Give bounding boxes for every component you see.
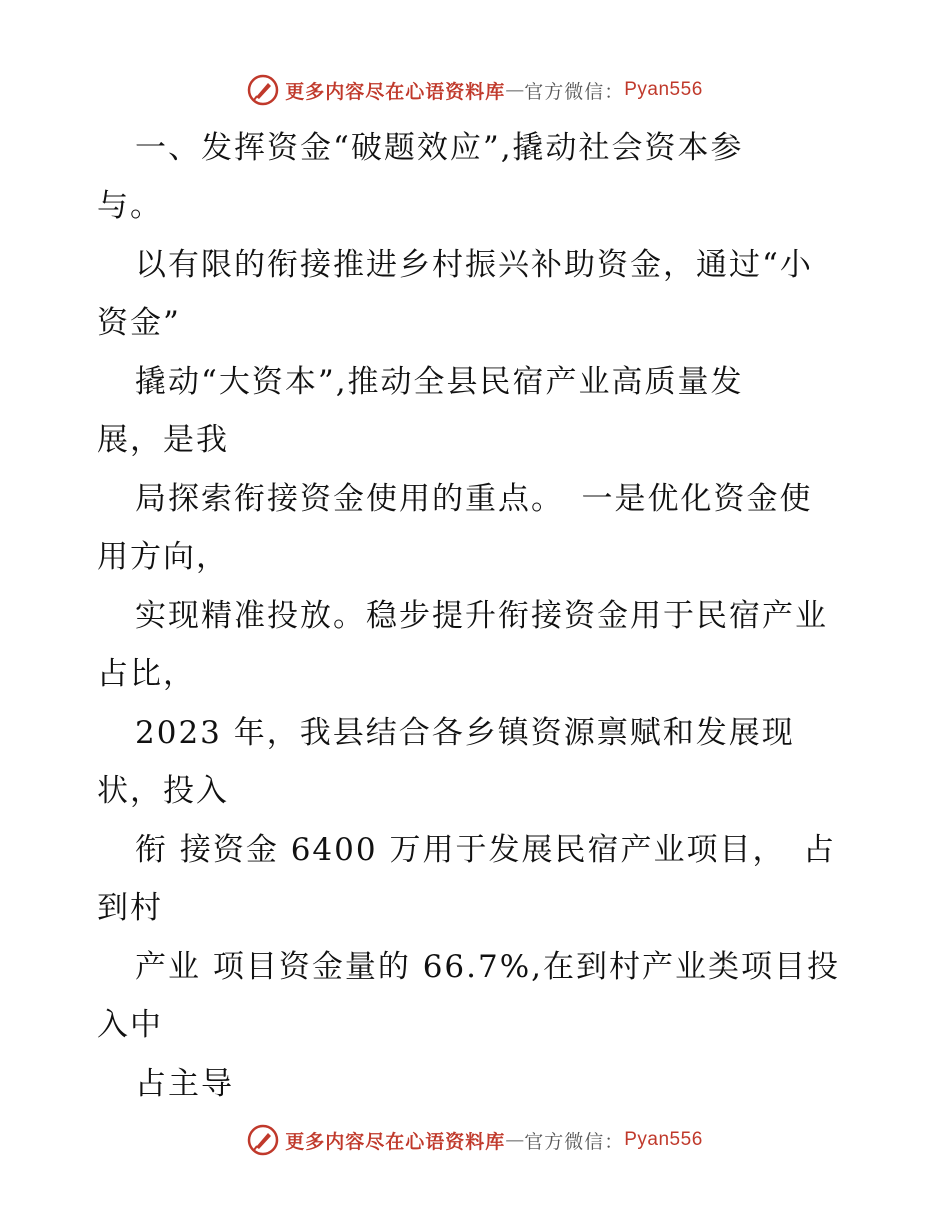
text-line-12: 状，投入 xyxy=(97,773,229,809)
text-line-10: 占比， xyxy=(97,656,196,692)
text-line-3: 以有限的衔接推进乡村振兴补助资金，通过“小 xyxy=(135,247,813,283)
text-line-11: 2023 年，我县结合各乡镇资源禀赋和发展现 xyxy=(135,715,795,751)
text-line-14: 到村 xyxy=(97,890,163,926)
text-line-13: 衔 接资金 6400 万用于发展民宿产业项目， 占 xyxy=(135,832,836,868)
header-watermark xyxy=(0,70,950,110)
text-line-15: 产业 项目资金量的 66.7%,在到村产业类项目投 xyxy=(135,949,841,985)
watermark-dash: — xyxy=(505,79,525,101)
text-line-5: 撬动“大资本”,推动全县民宿产业高质量发 xyxy=(135,364,744,400)
text-line-7: 局探索衔接资金使用的重点。 一是优化资金使 xyxy=(135,481,813,517)
watermark-sub-text: 官方微信： xyxy=(524,1130,625,1153)
text-line-2: 与。 xyxy=(97,188,163,224)
quill-logo-icon xyxy=(247,1124,279,1156)
watermark-wechat-id: Pyan556 xyxy=(624,79,703,100)
watermark-dash: — xyxy=(505,1129,525,1151)
watermark-main-text: 更多内容尽在心语资料库 xyxy=(285,1130,506,1153)
text-line-9: 实现精准投放。稳步提升衔接资金用于民宿产业 xyxy=(135,598,828,634)
watermark-main-text: 更多内容尽在心语资料库 xyxy=(285,80,506,103)
text-line-17: 占主导 xyxy=(135,1066,234,1102)
text-line-8: 用方向， xyxy=(97,539,229,575)
quill-logo-icon xyxy=(247,74,279,106)
text-line-16: 入中 xyxy=(97,1007,163,1043)
text-line-6: 展，是我 xyxy=(97,422,229,458)
text-line-1: 一、发挥资金“破题效应”,撬动社会资本参 xyxy=(135,130,744,166)
watermark-wechat-id: Pyan556 xyxy=(624,1129,703,1150)
footer-watermark xyxy=(0,1120,950,1160)
watermark-sub-text: 官方微信： xyxy=(524,80,625,103)
text-line-4: 资金” xyxy=(97,305,181,341)
